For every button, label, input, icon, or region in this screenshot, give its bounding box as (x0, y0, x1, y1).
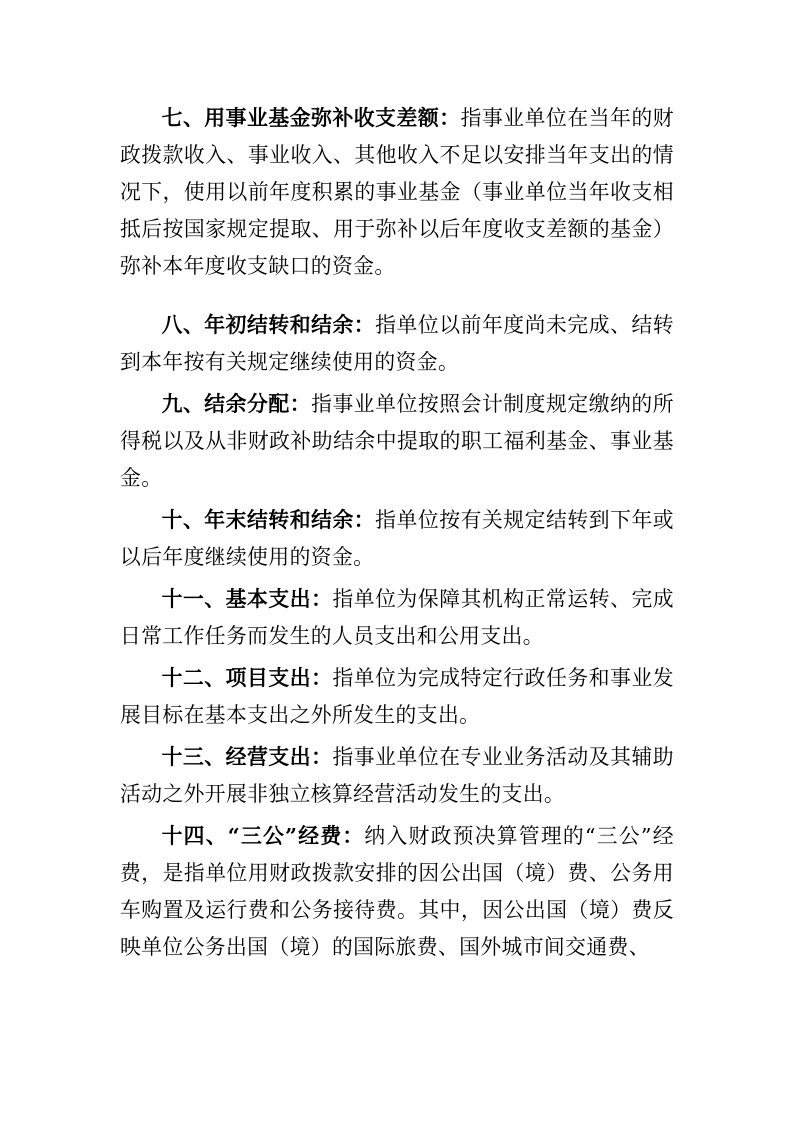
paragraph-7 (120, 99, 674, 285)
paragraph-9 (120, 385, 674, 497)
paragraph-body: 指事业单位按照会计制度规定缴纳的所得税以及从非财政补助结余中提取的职工福利基金、事业基金。 (120, 392, 674, 490)
paragraph-12 (120, 659, 674, 734)
paragraph-heading: 十二、项目支出： (161, 665, 333, 690)
document-page (120, 99, 674, 966)
paragraph-heading: 十、年末结转和结余： (161, 507, 376, 532)
paragraph-heading: 十一、基本支出： (161, 586, 333, 611)
paragraph-10 (120, 501, 674, 576)
paragraph-8 (120, 306, 674, 381)
paragraph-11 (120, 580, 674, 655)
paragraph-body: 指单位以前年度尚未完成、结转到本年按有关规定继续使用的资金。 (120, 313, 675, 374)
paragraph-body: 指事业单位在当年的财政拨款收入、事业收入、其他收入不足以安排当年支出的情况下，使用以前年度积累的事业基金（事业单位当年收支相抵后按国家规定提取、用于弥补以后年度收支差额的基金）弥补本年度收支缺口的资金。 (120, 106, 674, 278)
paragraph-13 (120, 738, 674, 813)
paragraph-heading: 十四、“三公”经费： (161, 823, 365, 848)
paragraph-body: 指单位为完成特定行政任务和事业发展目标在基本支出之外所发生的支出。 (120, 666, 674, 727)
paragraph-14 (120, 817, 674, 966)
paragraph-heading: 八、年初结转和结余： (161, 312, 376, 337)
paragraph-heading: 七、用事业基金弥补收支差额： (161, 105, 461, 130)
paragraph-body: 指事业单位在专业业务活动及其辅助活动之外开展非独立核算经营活动发生的支出。 (120, 745, 674, 806)
paragraph-body: 指单位为保障其机构正常运转、完成日常工作任务而发生的人员支出和公用支出。 (120, 587, 674, 648)
paragraph-body: 纳入财政预决算管理的“三公”经费，是指单位用财政拨款安排的因公出国（境）费、公务用车购置及运行费和公务接待费。其中，因公出国（境）费反映单位公务出国（境）的国际旅费、国外城市间交通费、 (120, 824, 674, 959)
paragraph-heading: 九、结余分配： (161, 391, 312, 416)
paragraph-body: 指单位按有关规定结转到下年或以后年度继续使用的资金。 (120, 508, 675, 569)
paragraph-heading: 十三、经营支出： (161, 744, 333, 769)
